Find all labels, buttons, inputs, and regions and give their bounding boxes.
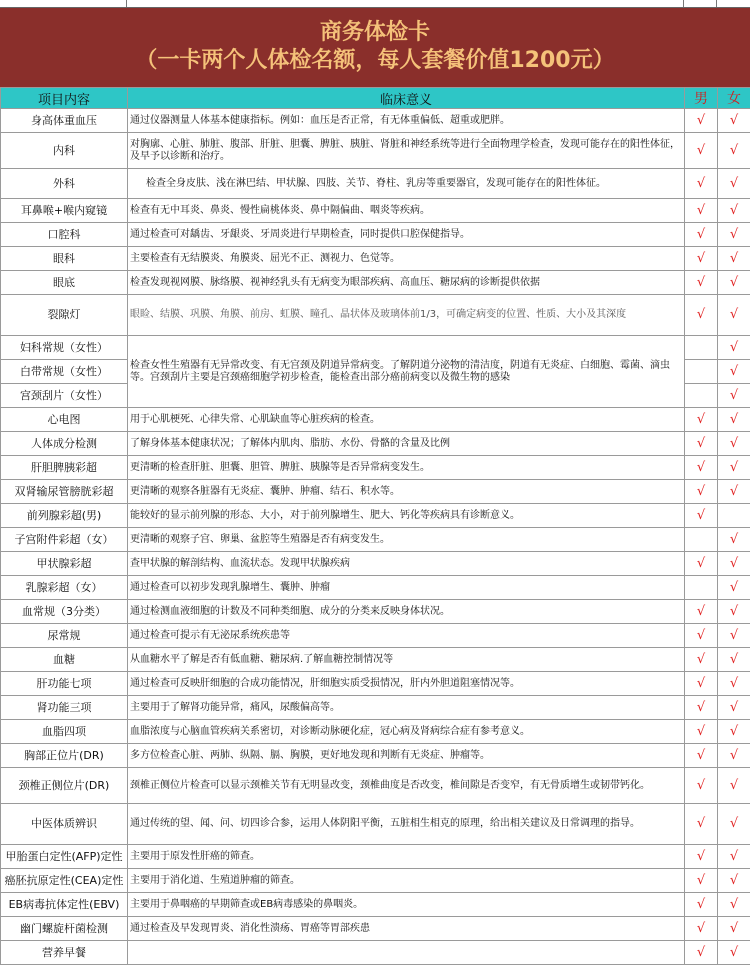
row-desc: 主要用于了解肾功能异常，痛风，尿酸偏高等。 <box>128 696 685 720</box>
table-row <box>1 917 750 941</box>
row-item: 外科 <box>1 169 128 199</box>
table-row <box>1 845 750 869</box>
female-check: √ <box>718 199 750 223</box>
row-desc: 颈椎正侧位片检查可以显示颈椎关节有无明显改变，颈椎曲度是否改变，椎间隙是否变窄，有无骨质增生或韧带钙化。 <box>128 768 685 804</box>
female-check: √ <box>718 271 750 295</box>
table-row <box>1 869 750 893</box>
male-check: √ <box>685 408 718 432</box>
row-item: 肝胆脾胰彩超 <box>1 456 128 480</box>
male-check: √ <box>685 624 718 648</box>
male-check: √ <box>685 648 718 672</box>
row-item: 幽门螺旋杆菌检测 <box>1 917 128 941</box>
female-check: √ <box>718 696 750 720</box>
male-check: √ <box>685 941 718 965</box>
male-check <box>685 576 718 600</box>
row-item: 乳腺彩超（女） <box>1 576 128 600</box>
row-item: 颈椎正侧位片(DR) <box>1 768 128 804</box>
male-check: √ <box>685 109 718 133</box>
row-desc: 更清晰的观察各脏器有无炎症、囊肿、肿瘤、结石、积水等。 <box>128 480 685 504</box>
row-item: 血糖 <box>1 648 128 672</box>
male-check: √ <box>685 720 718 744</box>
table-row <box>1 480 750 504</box>
row-item: 肝功能七项 <box>1 672 128 696</box>
header-female: 女 <box>718 88 750 109</box>
row-desc-gynecology: 检查女性生殖器有无异常改变、有无宫颈及阴道异常病变。了解阴道分泌物的清洁度，阴道有无炎症、白细胞、霉菌、滴虫等。宫颈刮片主要是宫颈癌细胞学初步检查，能检查出部分癌前病变以及微生物的感染 <box>128 336 685 408</box>
table-header-row <box>1 88 750 109</box>
row-desc: 主要检查有无结膜炎、角膜炎、屈光不正、测视力、色觉等。 <box>128 247 685 271</box>
female-check: √ <box>718 744 750 768</box>
male-check: √ <box>685 744 718 768</box>
male-check: √ <box>685 917 718 941</box>
female-check: √ <box>718 456 750 480</box>
row-desc: 主要用于鼻咽癌的早期筛查或EB病毒感染的鼻咽炎。 <box>128 893 685 917</box>
row-desc: 检查发现视网膜、脉络膜、视神经乳头有无病变为眼部疾病、高血压、糖尿病的诊断提供依据 <box>128 271 685 295</box>
row-item: 口腔科 <box>1 223 128 247</box>
female-check: √ <box>718 672 750 696</box>
row-item: 妇科常规（女性） <box>1 336 128 360</box>
female-check: √ <box>718 917 750 941</box>
row-item: 前列腺彩超(男) <box>1 504 128 528</box>
row-desc: 眼睑、结膜、巩膜、角膜、前房、虹膜、瞳孔、晶状体及玻璃体前1/3，可确定病变的位置、性质、大小及其深度 <box>128 295 685 336</box>
female-check: √ <box>718 384 750 408</box>
header-item: 项目内容 <box>1 88 128 109</box>
female-check: √ <box>718 133 750 169</box>
female-check: √ <box>718 109 750 133</box>
row-item: 甲胎蛋白定性(AFP)定性 <box>1 845 128 869</box>
row-desc: 更清晰的检查肝脏、胆囊、胆管、脾脏、胰腺等是否异常病变发生。 <box>128 456 685 480</box>
male-check: √ <box>685 893 718 917</box>
checkup-table <box>0 87 750 965</box>
female-check: √ <box>718 480 750 504</box>
row-item: 身高体重血压 <box>1 109 128 133</box>
row-item: 白带常规（女性） <box>1 360 128 384</box>
male-check: √ <box>685 295 718 336</box>
row-desc: 检查有无中耳炎、鼻炎、慢性扁桃体炎、鼻中隔偏曲、咽炎等疾病。 <box>128 199 685 223</box>
row-item: 胸部正位片(DR) <box>1 744 128 768</box>
male-check: √ <box>685 480 718 504</box>
row-desc: 通过传统的望、闻、问、切四诊合参，运用人体阴阳平衡，五脏相生相克的原理，给出相关建议及日常调理的指导。 <box>128 804 685 845</box>
male-check: √ <box>685 432 718 456</box>
row-desc: 查甲状腺的解剖结构、血流状态。发现甲状腺疾病 <box>128 552 685 576</box>
row-desc: 通过检查可对龋齿、牙龈炎、牙周炎进行早期检查，同时提供口腔保健指导。 <box>128 223 685 247</box>
table-row <box>1 336 750 360</box>
row-desc: 用于心肌梗死、心律失常、心肌缺血等心脏疾病的检查。 <box>128 408 685 432</box>
table-row <box>1 672 750 696</box>
table-row <box>1 600 750 624</box>
table-row <box>1 109 750 133</box>
male-check: √ <box>685 169 718 199</box>
table-row <box>1 432 750 456</box>
male-check <box>685 528 718 552</box>
female-check: √ <box>718 648 750 672</box>
male-check <box>685 384 718 408</box>
table-row <box>1 169 750 199</box>
female-check: √ <box>718 845 750 869</box>
female-check: √ <box>718 408 750 432</box>
row-item: 尿常规 <box>1 624 128 648</box>
row-item: 眼科 <box>1 247 128 271</box>
female-check: √ <box>718 768 750 804</box>
table-row <box>1 408 750 432</box>
female-check: √ <box>718 528 750 552</box>
table-row <box>1 223 750 247</box>
row-desc: 更清晰的观察子宫、卵巢、盆腔等生殖器是否有病变发生。 <box>128 528 685 552</box>
male-check: √ <box>685 504 718 528</box>
male-check: √ <box>685 271 718 295</box>
row-item: 中医体质辨识 <box>1 804 128 845</box>
male-check: √ <box>685 199 718 223</box>
table-row <box>1 648 750 672</box>
row-desc: 从血糖水平了解是否有低血糖、糖尿病.了解血糖控制情况等 <box>128 648 685 672</box>
male-check: √ <box>685 552 718 576</box>
female-check: √ <box>718 600 750 624</box>
row-desc: 能较好的显示前列腺的形态、大小，对于前列腺增生、肥大、钙化等疾病具有诊断意义。 <box>128 504 685 528</box>
row-item: 眼底 <box>1 271 128 295</box>
row-desc: 通过检查可反映肝细胞的合成功能情况，肝细胞实质受损情况，肝内外胆道阻塞情况等。 <box>128 672 685 696</box>
row-item: 肾功能三项 <box>1 696 128 720</box>
row-desc: 通过检查及早发现胃炎、消化性溃疡、胃癌等胃部疾患 <box>128 917 685 941</box>
row-item: 血常规（3分类） <box>1 600 128 624</box>
row-item: EB病毒抗体定性(EBV) <box>1 893 128 917</box>
table-row <box>1 893 750 917</box>
row-item: 内科 <box>1 133 128 169</box>
table-row <box>1 744 750 768</box>
row-desc: 检查全身皮肤、浅在淋巴结、甲状腺、四肢、关节、脊柱、乳房等重要器官，发现可能存在的阳性体征。 <box>128 169 685 199</box>
male-check: √ <box>685 456 718 480</box>
male-check: √ <box>685 845 718 869</box>
table-row <box>1 552 750 576</box>
male-check: √ <box>685 696 718 720</box>
male-check: √ <box>685 804 718 845</box>
male-check: √ <box>685 600 718 624</box>
male-check <box>685 336 718 360</box>
table-row <box>1 271 750 295</box>
row-item: 甲状腺彩超 <box>1 552 128 576</box>
row-desc: 通过仪器测量人体基本健康指标。例如：血压是否正常，有无体重偏低、超重或肥胖。 <box>128 109 685 133</box>
female-check: √ <box>718 295 750 336</box>
table-row <box>1 133 750 169</box>
female-check: √ <box>718 869 750 893</box>
table-row <box>1 804 750 845</box>
banner-subtitle: （一卡两个人体检名额，每人套餐价值1200元） <box>135 46 614 76</box>
header-desc: 临床意义 <box>128 88 685 109</box>
card-banner <box>0 8 750 87</box>
female-check: √ <box>718 169 750 199</box>
row-item: 双肾输尿管膀胱彩超 <box>1 480 128 504</box>
row-desc: 通过检查可提示有无泌尿系统疾患等 <box>128 624 685 648</box>
row-desc: 通过检查可以初步发现乳腺增生、囊肿、肿瘤 <box>128 576 685 600</box>
female-check: √ <box>718 576 750 600</box>
row-item: 营养早餐 <box>1 941 128 965</box>
male-check: √ <box>685 247 718 271</box>
female-check: √ <box>718 941 750 965</box>
row-item: 宫颈刮片（女性） <box>1 384 128 408</box>
header-male: 男 <box>685 88 718 109</box>
row-desc: 血脂浓度与心脑血管疾病关系密切，对诊断动脉硬化症，冠心病及肾病综合症有参考意义。 <box>128 720 685 744</box>
male-check: √ <box>685 133 718 169</box>
row-desc: 对胸廓、心脏、肺脏、腹部、肝脏、胆囊、脾脏、胰脏、肾脏和神经系统等进行全面物理学检查，发现可能存在的阳性体征，及早予以诊断和治疗。 <box>128 133 685 169</box>
table-row <box>1 696 750 720</box>
table-row <box>1 624 750 648</box>
male-check: √ <box>685 768 718 804</box>
male-check: √ <box>685 223 718 247</box>
table-row <box>1 720 750 744</box>
female-check: √ <box>718 360 750 384</box>
row-item: 心电图 <box>1 408 128 432</box>
row-item: 裂隙灯 <box>1 295 128 336</box>
row-item: 癌胚抗原定性(CEA)定性 <box>1 869 128 893</box>
female-check: √ <box>718 893 750 917</box>
female-check: √ <box>718 720 750 744</box>
female-check: √ <box>718 247 750 271</box>
previous-page-strip <box>0 0 750 8</box>
row-desc: 主要用于原发性肝癌的筛查。 <box>128 845 685 869</box>
table-row <box>1 768 750 804</box>
female-check: √ <box>718 624 750 648</box>
male-check <box>685 360 718 384</box>
row-item: 子宫附件彩超（女） <box>1 528 128 552</box>
female-check: √ <box>718 432 750 456</box>
table-row <box>1 456 750 480</box>
banner-title: 商务体检卡 <box>320 19 430 46</box>
table-row <box>1 528 750 552</box>
table-row <box>1 199 750 223</box>
table-row <box>1 295 750 336</box>
female-check: √ <box>718 336 750 360</box>
female-check: √ <box>718 552 750 576</box>
row-desc: 主要用于消化道、生殖道肿瘤的筛查。 <box>128 869 685 893</box>
female-check: √ <box>718 804 750 845</box>
row-item: 血脂四项 <box>1 720 128 744</box>
row-desc: 了解身体基本健康状况；了解体内肌肉、脂肪、水份、骨骼的含量及比例 <box>128 432 685 456</box>
male-check: √ <box>685 869 718 893</box>
row-item: 耳鼻喉+喉内窥镜 <box>1 199 128 223</box>
table-row <box>1 247 750 271</box>
table-row <box>1 504 750 528</box>
female-check: √ <box>718 223 750 247</box>
row-desc: 通过检测血液细胞的计数及不同种类细胞、成分的分类来反映身体状况。 <box>128 600 685 624</box>
female-check <box>718 504 750 528</box>
male-check: √ <box>685 672 718 696</box>
table-row <box>1 576 750 600</box>
row-item: 人体成分检测 <box>1 432 128 456</box>
row-desc: 多方位检查心脏、两肺、纵隔、膈、胸膜，更好地发现和判断有无炎症、肿瘤等。 <box>128 744 685 768</box>
